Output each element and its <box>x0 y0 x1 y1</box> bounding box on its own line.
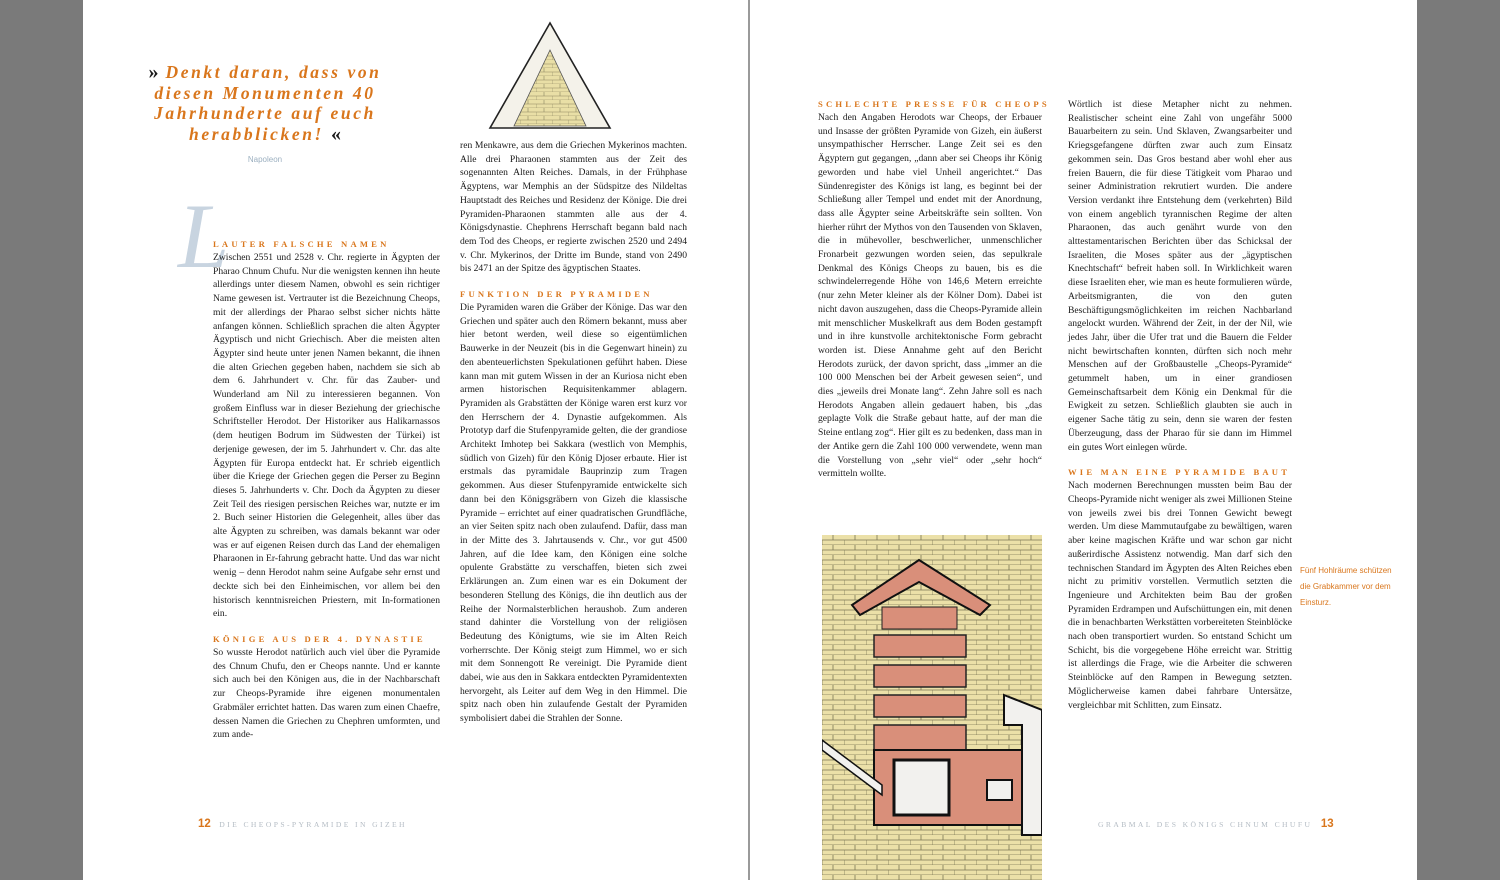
body-text: Wörtlich ist diese Metapher nicht zu nehmen. Realistischer scheint eine Zahl von ungefähr 5000 Bauarbeitern zu sein. Und Sklaven, Zwangsarbeiter und Kriegsgefangene dürften zwar auch zum Einsatz gekommen sein. Das Gros bestand aber wohl eher aus freien Bauern, die für diese Tätigkeit vom Pharao und seiner Administration rekrutiert wurden. Die andere Version verdankt ihre Entstehung dem (verkehrten) Bild von einem angeblich tyrannischen Regime der alten Pharaonen, das auch genährt wurde von den alttestamentarischen Berichten über das Schicksal der Israeliten, die Moses später aus der „ägyptischen Knechtschaft“ befreit haben soll. In Wirklichkeit waren diese Israeliten eher, wie man es heute formulieren würde, Arbeitsmigranten, die von den guten Beschäftigungsmöglichkeiten im reichen Nachbarland angelockt wurden. Während der Zeit, in der der Nil, wie jedes Jahr, über die Ufer trat und die Bauern die Felder nicht bewirtschaften konnten, dürften sich noch mehr Menschen auf der Großbaustelle „Cheops-Pyramide“ getummelt haben, um in einer grandiosen Gemeinschaftsarbeit dem König ein Denkmal für die Ewigkeit zu setzen. Schließlich glaubten sie auch in eigener Sache tätig zu sein, denn sie waren der festen Überzeugung, dass der Pharao für sie dann im Himmel ein gutes Wort einlegen würde. <box>1068 99 1292 453</box>
quote-author: Napoleon <box>247 155 283 164</box>
pull-quote <box>120 62 410 144</box>
left-folio <box>198 818 407 830</box>
body-text: ren Menkawre, aus dem die Griechen Mykerinos machten. Alle drei Pharaonen stammten aus der Zeit des sogenannten Alten Reiches. Damals, in der Frühphase Ägyptens, war Memphis an der Südspitze des Nildeltas Hauptstadt des Reiches und Residenz der Könige. Die drei Pyramiden-Pharaonen stammten alle aus der 4. Königsdynastie. Chephrens Herrschaft begann bald nach dem Tod des Cheops, er regierte zwischen 2520 und 2494 v. Chr. Mykerinos, der Dritte im Bunde, stand von 2490 bis 2471 an der Spitze des ägyptischen Staates. <box>460 140 687 275</box>
left-column-2 <box>460 139 687 726</box>
page-number: 12 <box>198 818 211 830</box>
quote-close-mark: « <box>330 122 341 145</box>
drop-cap: L <box>178 185 230 287</box>
right-column-2 <box>1068 98 1292 712</box>
body-text: Zwischen 2551 und 2528 v. Chr. regierte in Ägypten der Pharao Chnum Chufu. Nur die wenigsten kennen ihn heute allerdings unter diesem Namen, obwohl es sein richtiger Name gewesen ist. Vertrauter ist die Bezeichnung Cheops, mit der allerdings der Pharao selbst sicher nichts hätte anfangen können. Schließlich sprachen die alten Ägypter Ägyptisch und nicht Griechisch. Aber die meisten alten Ägypter sind heute unter jenen Namen bekannt, die ihnen die alten Griechen gegeben haben, nachdem sie sich ab dem 6. Jahrhundert v. Chr. für das Zauber- und Wunderland am Nil zu interessieren begannen. Von großem Einfluss war in dieser Beziehung der griechische Schriftsteller Herodot. Der Historiker aus Halikarnassos (dem heutigen Bodrum im Südwesten der Türkei) ist derjenige gewesen, der im 5. Jahrhundert v. Chr. das alte Ägypten für Europa entdeckt hat. Er schrieb eigentlich über die Kriege der Griechen gegen die Perser zu Beginn dieses 5. Jahrhunderts v. Chr. Doch da Ägypten zu dieser Zeit Teil des riesigen persischen Reiches war, nutzte er im 2. Buch seiner Historien die Gelegenheit, alles über das alte Ägypten zu schreiben, was damals bekannt war oder was er auf eigenen Reisen durch das Land der ehemaligen Pharaonen in Er-fahrung gebracht hatte. Und das war nicht wenig – denn Herodot nahm seine Aufgabe sehr ernst und deckte sich bei den Einheimischen, vor allem bei den historisch kenntnisreichen Priestern, mit In-formationen ein. <box>213 252 440 620</box>
body-text: Die Pyramiden waren die Gräber der Könige. Das war den Griechen und später auch den Römern bekannt, muss aber hier betont werden, weil diese so eigentümlichen Bauwerke in der Neuzeit (bis in die Gegenwart hinein) zu den abenteuerlichsten Spekulationen geführt haben. Diese kann man mit gutem Wissen in der an Kuriosa nicht eben armen historischen Requisitenkammer ablagern. Pyramiden als Grabstätten der Könige waren erst kurz vor den Herrschern der 4. Dynastie aufgekommen. Als Prototyp darf die Stufenpyramide gelten, die der grandiose Architekt Imhotep bei Sakkara (westlich von Memphis, südlich von Gizeh) für den König Djoser erbaute. Hier ist erstmals das pyramidale Bauprinzip zum Tragen gekommen. Aus dieser Stufenpyramide entwickelte sich dann bei den Königsgräbern von Gizeh die klassische Pyramide – errichtet auf einer quadratischen Grundfläche, an vier Seiten spitz nach oben zulaufend. Dafür, dass man in der Mitte des 3. Jahrtausends v. Chr., vor gut 4500 Jahren, auf die Idee kam, den Königen eine solche opulente Grabstätte zu verschaffen, bieten sich zwei Erklärungen an. Zum einen war es ein Dokument der besonderen Stellung des Königs, die ihn deutlich aus der Reihe der Normalsterblichen heraushob. Zum anderen stand dahinter die Vorstellung von der religiösen Bedeutung des Königtums, wie sie im Alten Reich vorherrschte. Der König steigt zum Himmel, wo er sich mit dem Sonnengott Re vereinigt. Die Pyramide dient dabei, wie aus den in Sakkara entdeckten Pyramidentexten hervorgeht, als Leiter auf dem Weg in den Himmel. Die spitz nach oben hin zulaufende Gestalt der Pyramiden symbolisiert dabei die Strahlen der Sonne. <box>460 302 687 725</box>
figure-caption: Fünf Hohlräume schützen die Grabkammer vor dem Einsturz. <box>1300 566 1392 607</box>
section-heading: SCHLECHTE PRESSE FÜR CHEOPS <box>818 99 1050 109</box>
left-column-1 <box>213 238 440 742</box>
body-text: So wusste Herodot natürlich auch viel über die Pyramide des Chnum Chufu, den er Cheops nannte. Und er kannte sich auch bei den Königen aus, die in der Nachbarschaft zur Cheops-Pyramide ihre eigenen monumentalen Grabmäler errichtet hatten. Das waren zum einen Chaefre, dessen Namen die Griechen zu Chephren umformten, und zum ande- <box>213 646 440 741</box>
right-column-1 <box>818 98 1050 481</box>
section-heading: LAUTER FALSCHE NAMEN <box>213 239 390 249</box>
running-title: DIE CHEOPS-PYRAMIDE IN GIZEH <box>219 820 407 829</box>
burial-chamber-illustration <box>822 535 1042 880</box>
running-title: GRABMAL DES KÖNIGS CHNUM CHUFU <box>1098 820 1313 829</box>
body-text: Nach modernen Berechnungen mussten beim Bau der Cheops-Pyramide nicht weniger als zwei Millionen Steine von jeweils zwei bis drei Tonnen Gewicht bewegt werden. Um diese Mammutaufgabe zu bewältigen, waren aber keine magischen Kräfte und war schon gar nicht außerirdische Assistenz notwendig. Man darf sich den technischen Standard im Ägypten des Alten Reiches eben nicht zu primitiv vorstellen. Vermutlich setzten die Ingenieure und Architekten beim Bau der großen Pyramiden Erdrampen und Aufschüttungen ein, mit denen die in benachbarten Werkstätten vorbereiteten Steinblöcke nach oben transportiert wurden. So entstand Schicht um Schicht, bis die vorgegebene Höhe erreicht war. Strittig ist allerdings die Frage, wie die Arbeiter die schweren Steinblöcke auf den Rampen in Bewegung setzten. Möglicherweise kamen dabei fahrbare Untersätze, vergleichbar mit Schlitten, zum Einsatz. <box>1068 480 1292 711</box>
quote-open-mark: » <box>148 61 159 83</box>
quote-text: Denkt daran, dass von diesen Monumenten 40 Jahrhunderte auf euch herabblicken! <box>154 62 382 144</box>
section-heading: FUNKTION DER PYRAMIDEN <box>460 289 653 300</box>
section-heading: KÖNIGE AUS DER 4. DYNASTIE <box>213 633 426 644</box>
page-gutter <box>748 0 750 880</box>
pyramid-illustration <box>488 20 612 130</box>
body-text: Nach den Angaben Herodots war Cheops, der Erbauer und Insasse der größten Pyramide von Gizeh, ein äußerst unsympathischer Herrscher. Lange Zeit sei es den Ägyptern gut gegangen, „dann aber sei Cheops ihr König geworden und habe viel Unheil angerichtet.“ Das Sündenregister des Königs ist lang, es beginnt bei der Schließung aller Tempel und endet mit der Anordnung, dass alle Ägypter seine Arbeitskräfte sein sollten. Von hierher rührt der Mythos von den Tausenden von Sklaven, die in mühevoller, beschwerlicher, unmenschlicher Fronarbeit gezwungen worden seien, das sepulkrale Denkmal des Königs Cheops zu bauen, bis es die schwindelerregende Höhe von 146,6 Metern erreichte (nur zehn Meter kleiner als der Kölner Dom). Dabei ist nicht davon auszugehen, dass die Cheops-Pyramide allein mit menschlicher Muskelkraft aus dem Boden gestampft und in ihre kunstvolle architektonische Form gebracht worden ist. Diese Annahme geht auf den Bericht Herodots zurück, der davon spricht, dass „immer an die 100 000 Menschen bei der Arbeit gewesen seien“, und dies „jeweils drei Monate lang“. Zehn Jahre soll es nach Herodots Angaben allein gedauert haben, bis „das geplagte Volk die Straße gebaut hatte, auf der man die Steine entlang zog“. Hier gilt es zu bedenken, dass man in der Antike gern die Zahl 100 000 verwendete, wenn man die Vorstellung von „sehr viel“ oder „sehr hoch“ vermitteln wollte. <box>818 112 1042 480</box>
page-number: 13 <box>1320 818 1334 830</box>
section-heading: WIE MAN EINE PYRAMIDE BAUT <box>1068 467 1291 478</box>
right-folio <box>1098 818 1334 830</box>
